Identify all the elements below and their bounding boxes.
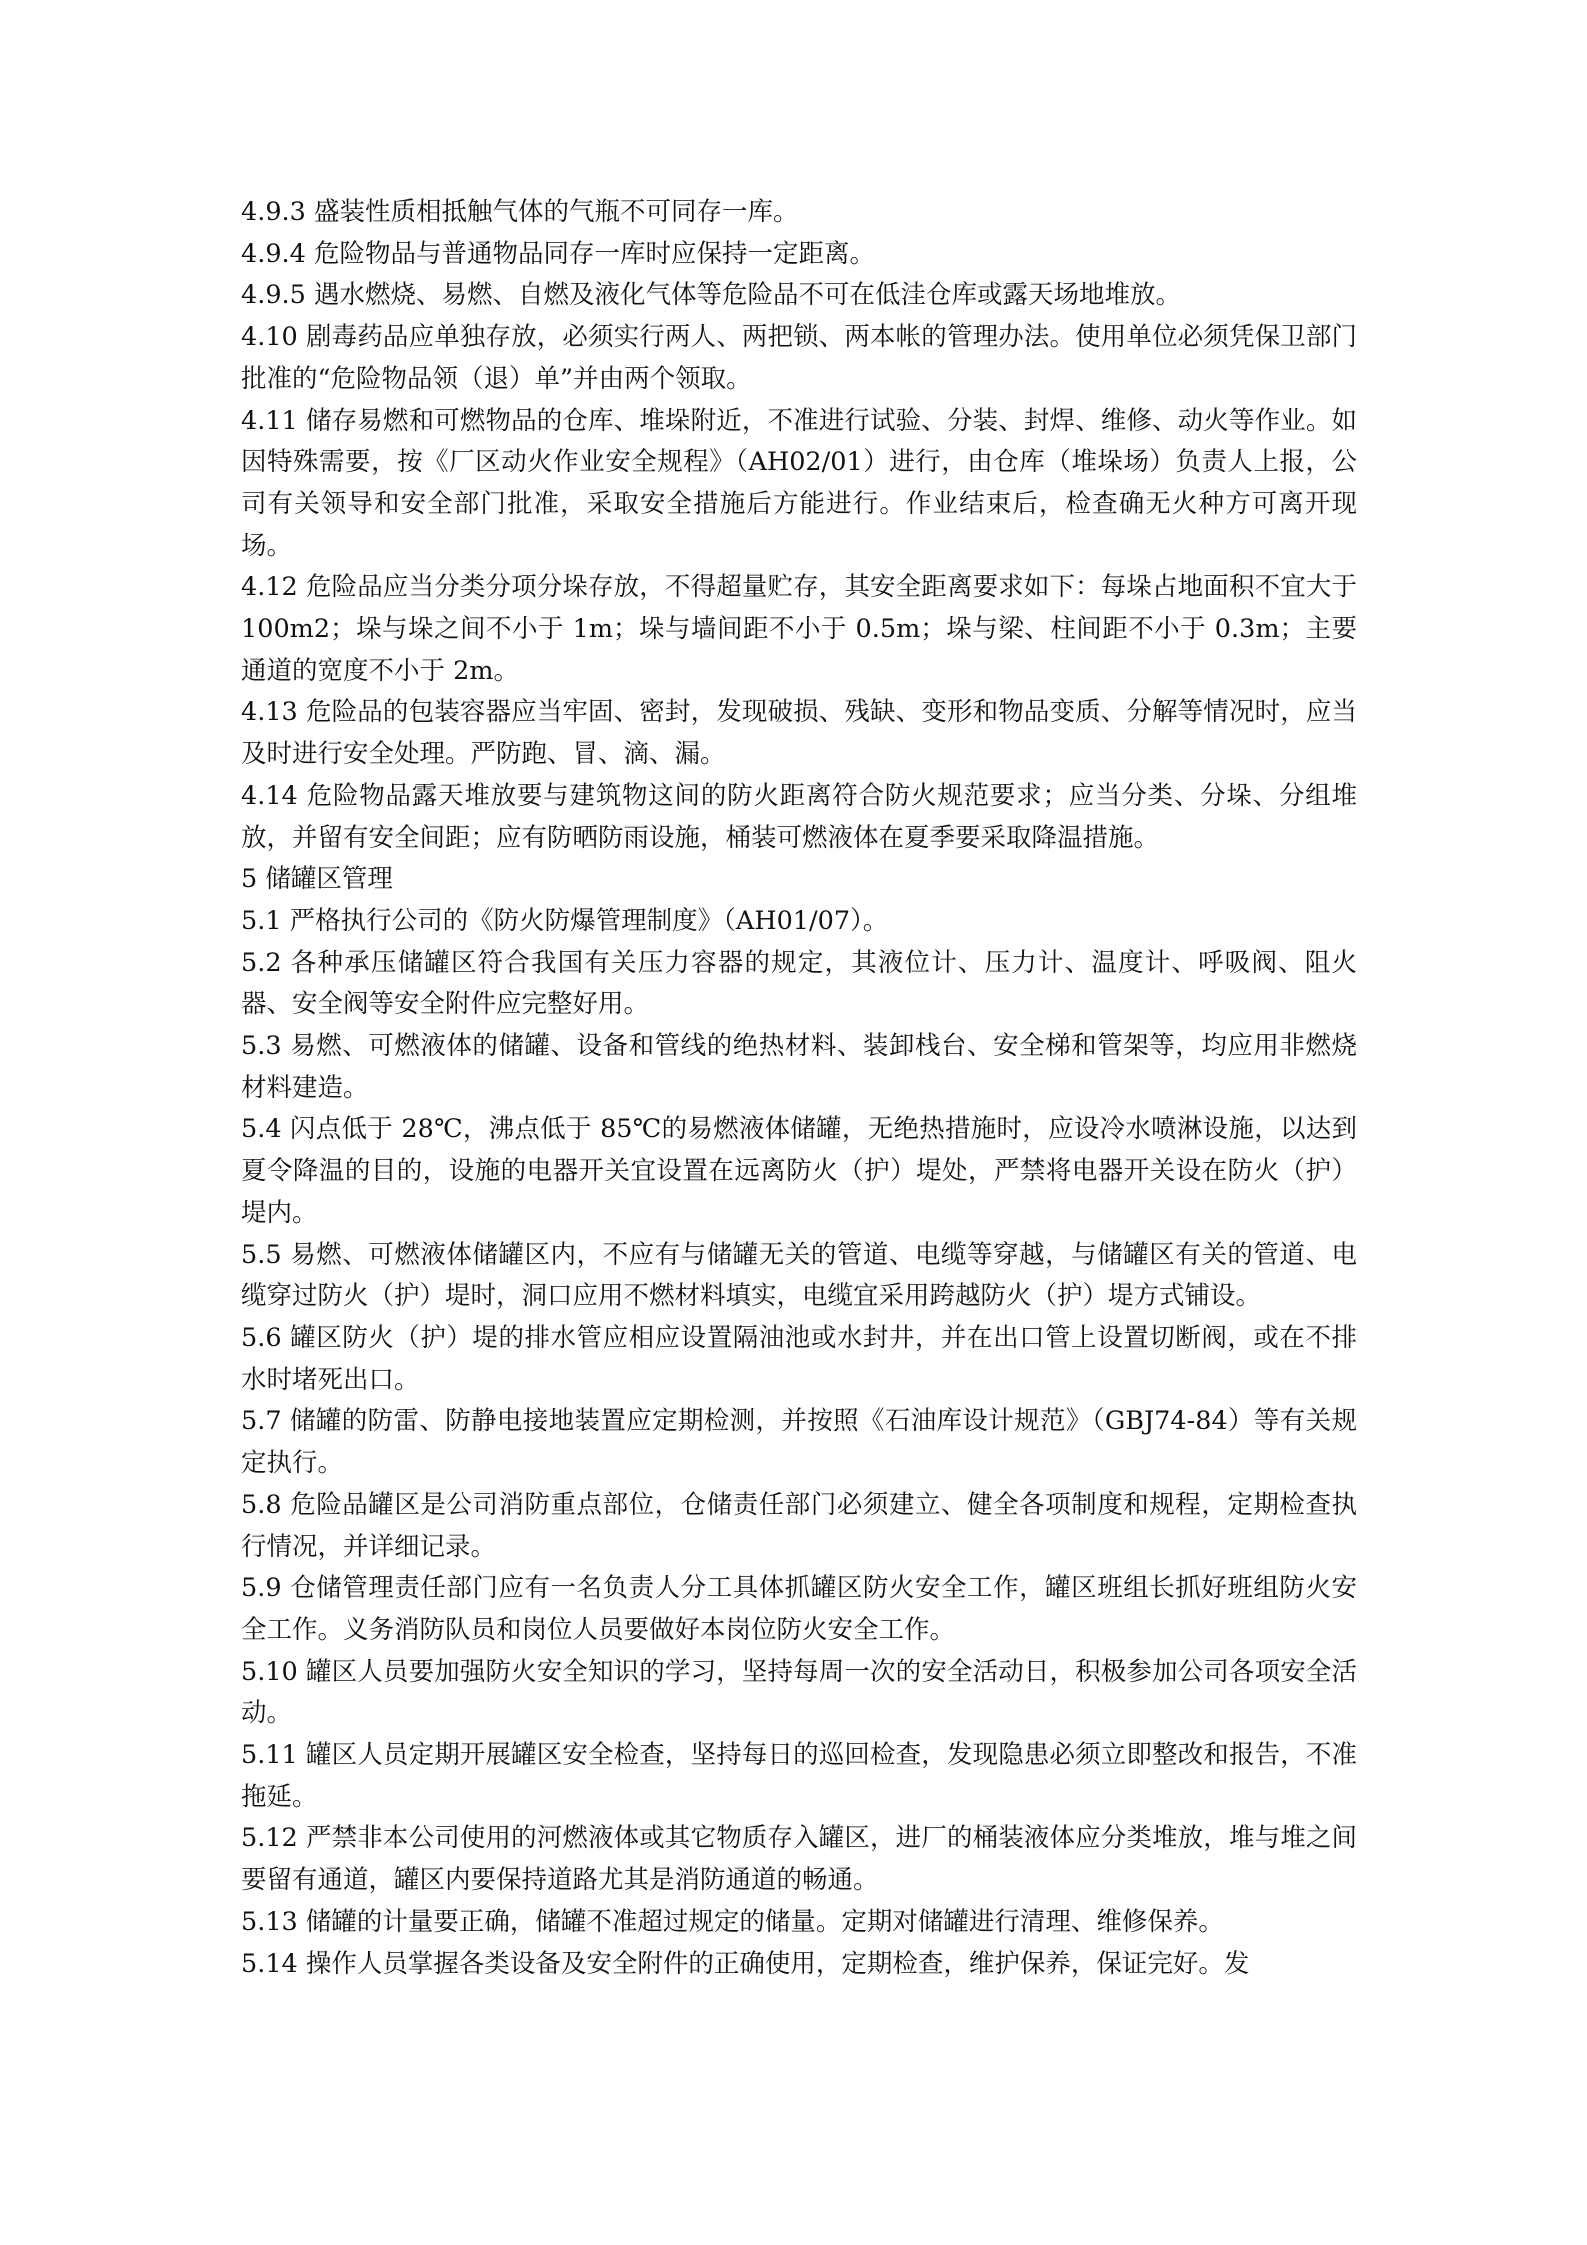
- clause-4-9-5: 4.9.5 遇水燃烧、易燃、自燃及液化气体等危险品不可在低洼仓库或露天场地堆放。: [241, 280, 1181, 311]
- clause-5-2: 5.2 各种承压储罐区符合我国有关压力容器的规定，其液位计、压力计、温度计、呼吸阀、阻火器、安全阀等安全附件应完整好用。: [241, 947, 1357, 1020]
- clause-5-8: 5.8 危险品罐区是公司消防重点部位，仓储责任部门必须建立、健全各项制度和规程，定期检查执行情况，并详细记录。: [241, 1489, 1357, 1562]
- clause-5-10: 5.10 罐区人员要加强防火安全知识的学习，坚持每周一次的安全活动日，积极参加公司各项安全活动。: [241, 1656, 1357, 1729]
- clause-4-9-3: 4.9.3 盛装性质相抵触气体的气瓶不可同存一库。: [241, 197, 799, 227]
- clause-5-6: 5.6 罐区防火（护）堤的排水管应相应设置隔油池或水封井，并在出口管上设置切断阀，或在不排水时堵死出口。: [241, 1322, 1357, 1395]
- document-body: [241, 192, 1357, 1985]
- clause-5-4: 5.4 闪点低于 28℃，沸点低于 85℃的易燃液体储罐，无绝热措施时，应设冷水喷淋设施，以达到夏令降温的目的，设施的电器开关宜设置在远离防火（护）堤处，严禁将电器开关设在防火（护）堤内。: [241, 1114, 1357, 1228]
- clause-5-7: 5.7 储罐的防雷、防静电接地装置应定期检测，并按照《石油库设计规范》（GBJ74-84）等有关规定执行。: [241, 1406, 1357, 1479]
- clause-4-10: 4.10 剧毒药品应单独存放，必须实行两人、两把锁、两本帐的管理办法。使用单位必须凭保卫部门批准的“危险物品领（退）单”并由两个领取。: [241, 322, 1357, 394]
- clause-5-12: 5.12 严禁非本公司使用的河燃液体或其它物质存入罐区，进厂的桶装液体应分类堆放，堆与堆之间要留有通道，罐区内要保持道路尤其是消防通道的畅通。: [241, 1823, 1357, 1896]
- clause-5-1: 5.1 严格执行公司的《防火防爆管理制度》（AH01/07）。: [241, 905, 889, 936]
- clause-5-9: 5.9 仓储管理责任部门应有一名负责人分工具体抓罐区防火安全工作，罐区班组长抓好班组防火安全工作。义务消防队员和岗位人员要做好本岗位防火安全工作。: [241, 1573, 1357, 1645]
- clause-4-12: 4.12 危险品应当分类分项分垛存放，不得超量贮存，其安全距离要求如下：每垛占地面积不宜大于 100m2；垛与垛之间不小于 1m；垛与墙间距不小于 0.5m；垛与梁、柱间距不小于 0.3m；主要通道的宽度不小于 2m。: [241, 572, 1357, 686]
- clause-5-5: 5.5 易燃、可燃液体储罐区内，不应有与储罐无关的管道、电缆等穿越，与储罐区有关的管道、电缆穿过防火（护）堤时，洞口应用不燃材料填实，电缆宜采用跨越防火（护）堤方式铺设。: [241, 1239, 1357, 1312]
- section-heading-5: 5 储罐区管理: [241, 864, 393, 895]
- clause-4-9-4: 4.9.4 危险物品与普通物品同存一库时应保持一定距离。: [241, 238, 875, 269]
- clause-5-13: 5.13 储罐的计量要正确，储罐不准超过规定的储量。定期对储罐进行清理、维修保养。: [241, 1906, 1224, 1937]
- clause-5-14: 5.14 操作人员掌握各类设备及安全附件的正确使用，定期检查，维护保养，保证完好。发: [241, 1948, 1250, 1979]
- clause-4-11: 4.11 储存易燃和可燃物品的仓库、堆垛附近，不准进行试验、分装、封焊、维修、动火等作业。如因特殊需要，按《厂区动火作业安全规程》（AH02/01）进行，由仓库（堆垛场）负责人上报，公司有关领导和安全部门批准，采取安全措施后方能进行。作业结束后，检查确无火种方可离开现场。: [241, 405, 1357, 561]
- clause-5-3: 5.3 易燃、可燃液体的储罐、设备和管线的绝热材料、装卸栈台、安全梯和管架等，均应用非燃烧材料建造。: [241, 1031, 1357, 1103]
- clause-4-14: 4.14 危险物品露天堆放要与建筑物这间的防火距离符合防火规范要求；应当分类、分垛、分组堆放，并留有安全间距；应有防晒防雨设施，桶装可燃液体在夏季要采取降温措施。: [241, 780, 1357, 853]
- clause-5-11: 5.11 罐区人员定期开展罐区安全检查，坚持每日的巡回检查，发现隐患必须立即整改和报告，不准拖延。: [241, 1740, 1357, 1812]
- clause-4-13: 4.13 危险品的包装容器应当牢固、密封，发现破损、残缺、变形和物品变质、分解等情况时，应当及时进行安全处理。严防跑、冒、滴、漏。: [241, 697, 1357, 770]
